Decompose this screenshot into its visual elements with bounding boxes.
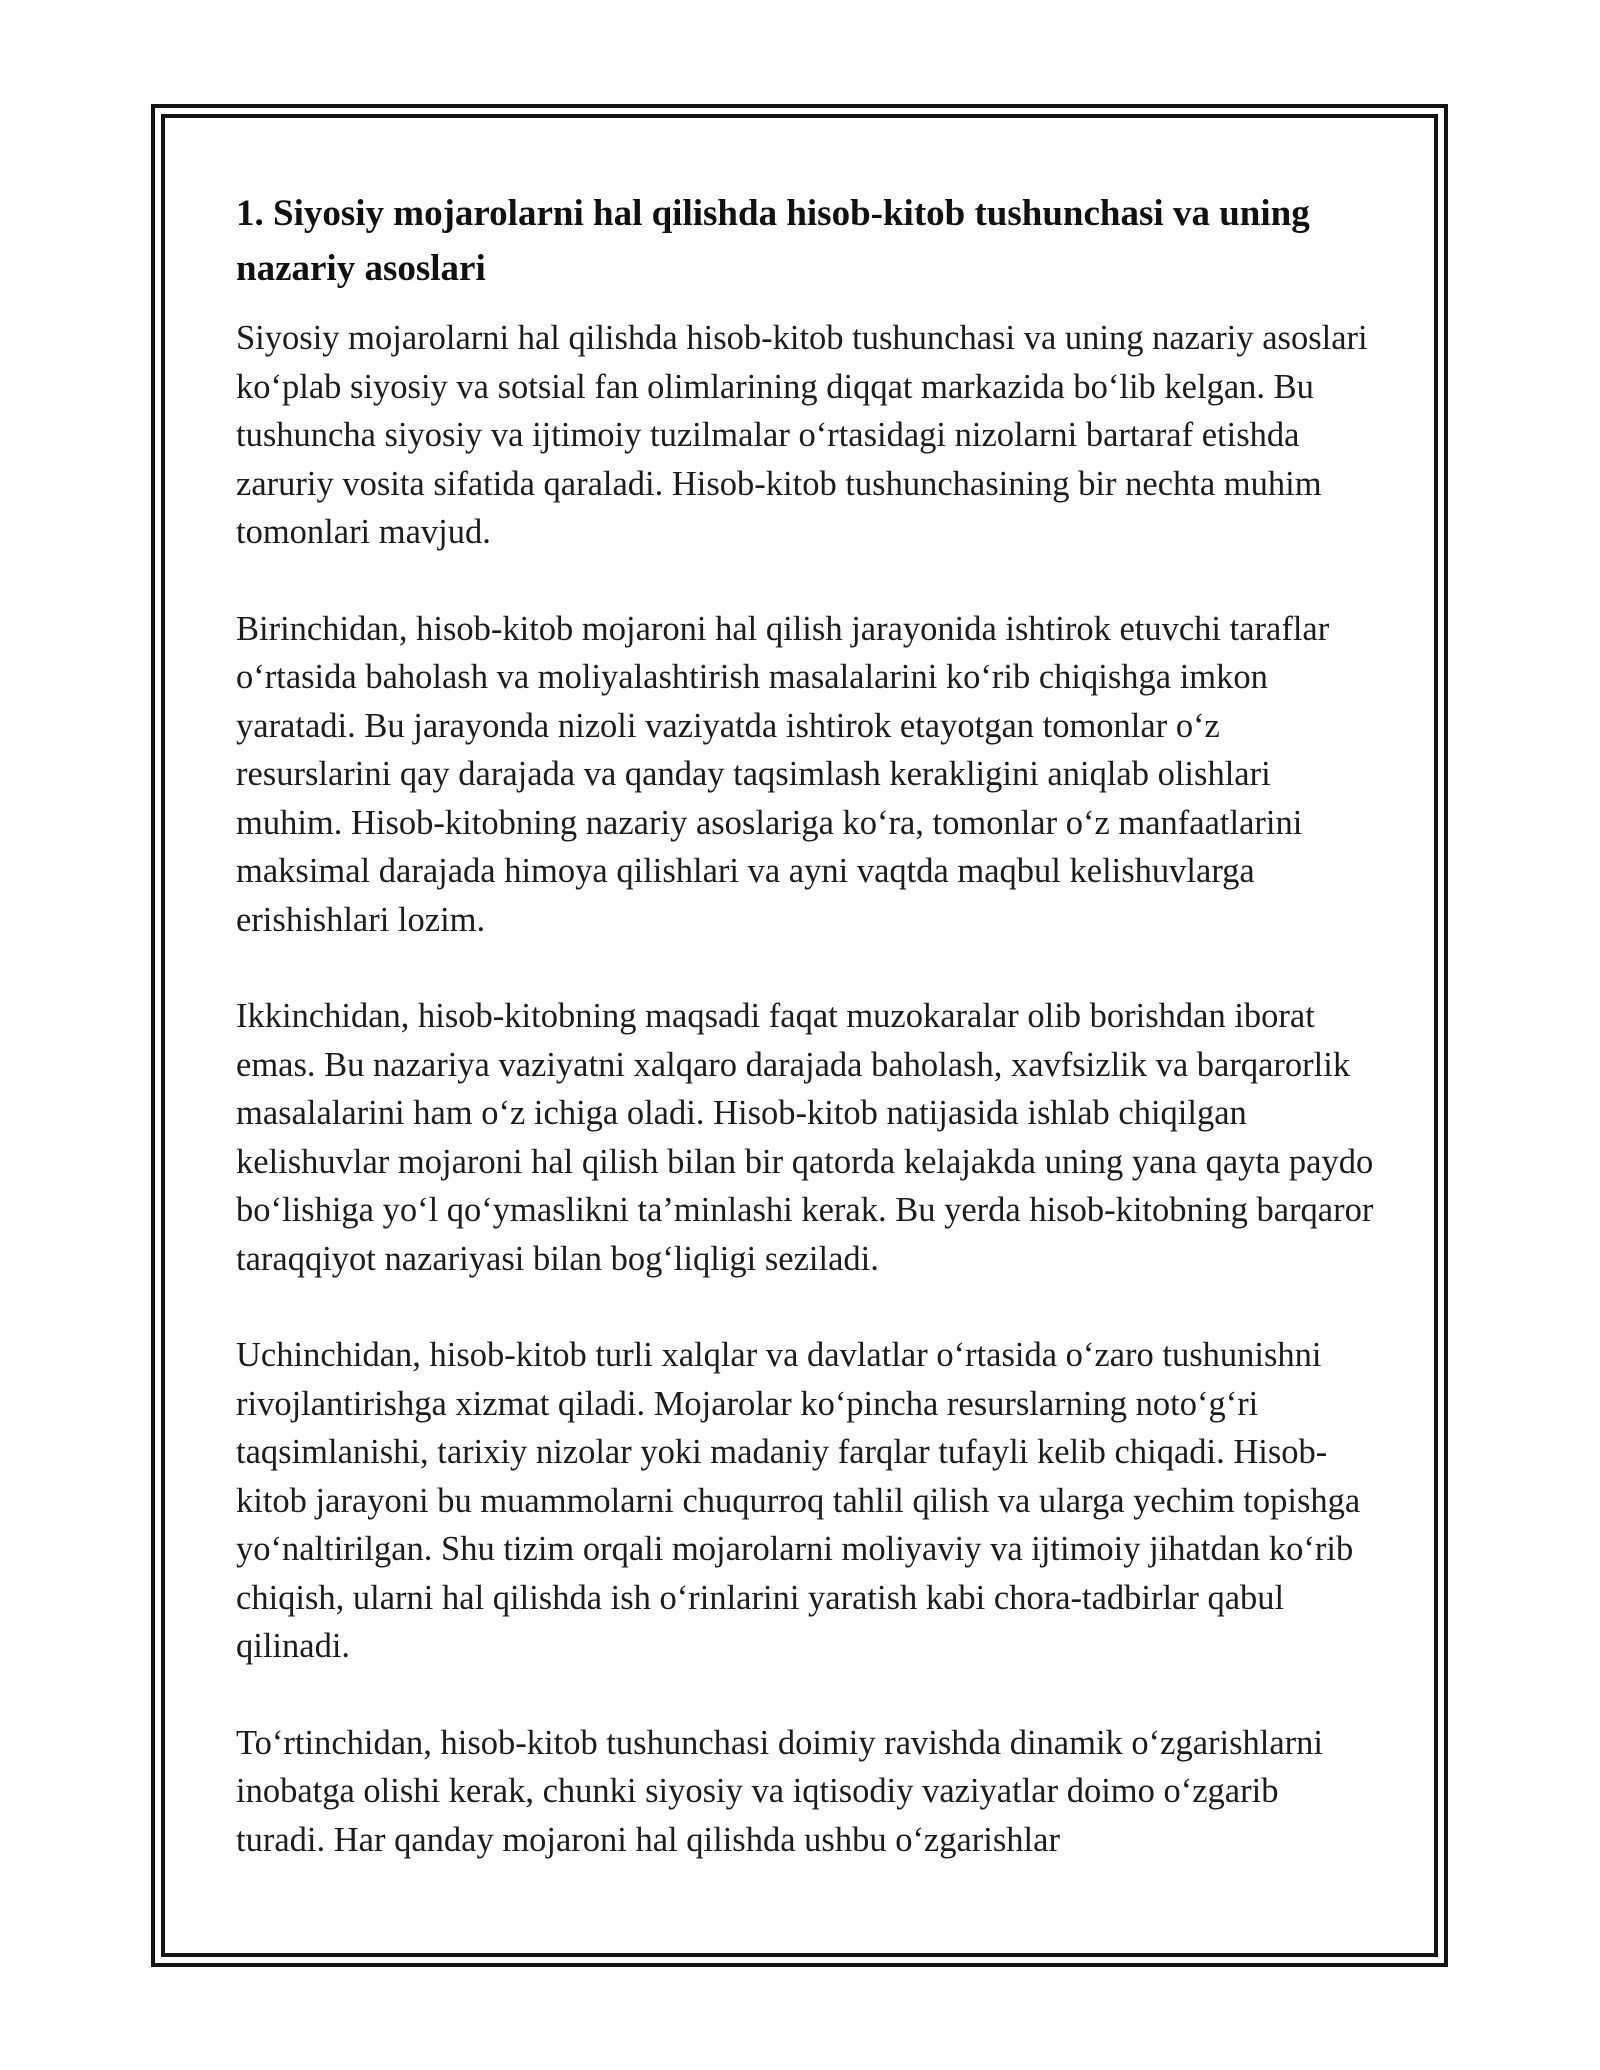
document-body — [236, 186, 1376, 1864]
paragraph-intro: Siyosiy mojarolarni hal qilishda hisob-kitob tushunchasi va uning nazariy asoslari ko‘plab siyosiy va sotsial fan olimlarining diqqat markazida bo‘lib kelgan. Bu tushuncha siyosiy va ijtimoiy tuzilmalar o‘rtasidagi nizolarni bartaraf etishda zaruriy vosita sifatida qaraladi. Hisob-kitob tushunchasining bir nechta muhim tomonlari mavjud. — [236, 319, 1368, 551]
paragraph-second-point: Ikkinchidan, hisob-kitobning maqsadi faqat muzokaralar olib borishdan iborat emas. Bu nazariya vaziyatni xalqaro darajada baholash, xavfsizlik va barqarorlik masalalarini ham o‘z ichiga oladi. Hisob-kitob natijasida ishlab chiqilgan kelishuvlar mojaroni hal qilish bilan bir qatorda kelajakda uning yana qayta paydo bo‘lishiga yo‘l qo‘ymaslikni ta’minlashi kerak. Bu yerda hisob-kitobning barqaror taraqqiyot nazariyasi bilan bog‘liqligi seziladi. — [236, 997, 1374, 1278]
section-heading: 1. Siyosiy mojarolarni hal qilishda hisob-kitob tushunchasi va uning nazariy asoslari — [236, 193, 1310, 289]
paragraph-fourth-point: To‘rtinchidan, hisob-kitob tushunchasi doimiy ravishda dinamik o‘zgarishlarni inobatga olishi kerak, chunki siyosiy va iqtisodiy vaziyatlar doimo o‘zgarib turadi. Har qanday mojaroni hal qilishda ushbu o‘zgarishlar — [236, 1723, 1324, 1859]
paragraph-list — [236, 314, 1376, 1864]
paragraph-third-point: Uchinchidan, hisob-kitob turli xalqlar va davlatlar o‘rtasida o‘zaro tushunishni rivojlantirishga xizmat qiladi. Mojarolar ko‘pincha resurslarning noto‘g‘ri taqsimlanishi, tarixiy nizolar yoki madaniy farqlar tufayli kelib chiqadi. Hisob-kitob jarayoni bu muammolarni chuqurroq tahlil qilish va ularga yechim topishga yo‘naltirilgan. Shu tizim orqali mojarolarni moliyaviy va ijtimoiy jihatdan ko‘rib chiqish, ularni hal qilishda ish o‘rinlarini yaratish kabi chora-tadbirlar qabul qilinadi. — [236, 1336, 1361, 1665]
paragraph-first-point: Birinchidan, hisob-kitob mojaroni hal qilish jarayonida ishtirok etuvchi taraflar o‘rtasida baholash va moliyalashtirish masalalarini ko‘rib chiqishga imkon yaratadi. Bu jarayonda nizoli vaziyatda ishtirok etayotgan tomonlar o‘z resurslarini qay darajada va qanday taqsimlash kerakligini aniqlab olishlari muhim. Hisob-kitobning nazariy asoslariga ko‘ra, tomonlar o‘z manfaatlarini maksimal darajada himoya qilishlari va ayni vaqtda maqbul kelishuvlarga erishishlari lozim. — [236, 609, 1330, 939]
